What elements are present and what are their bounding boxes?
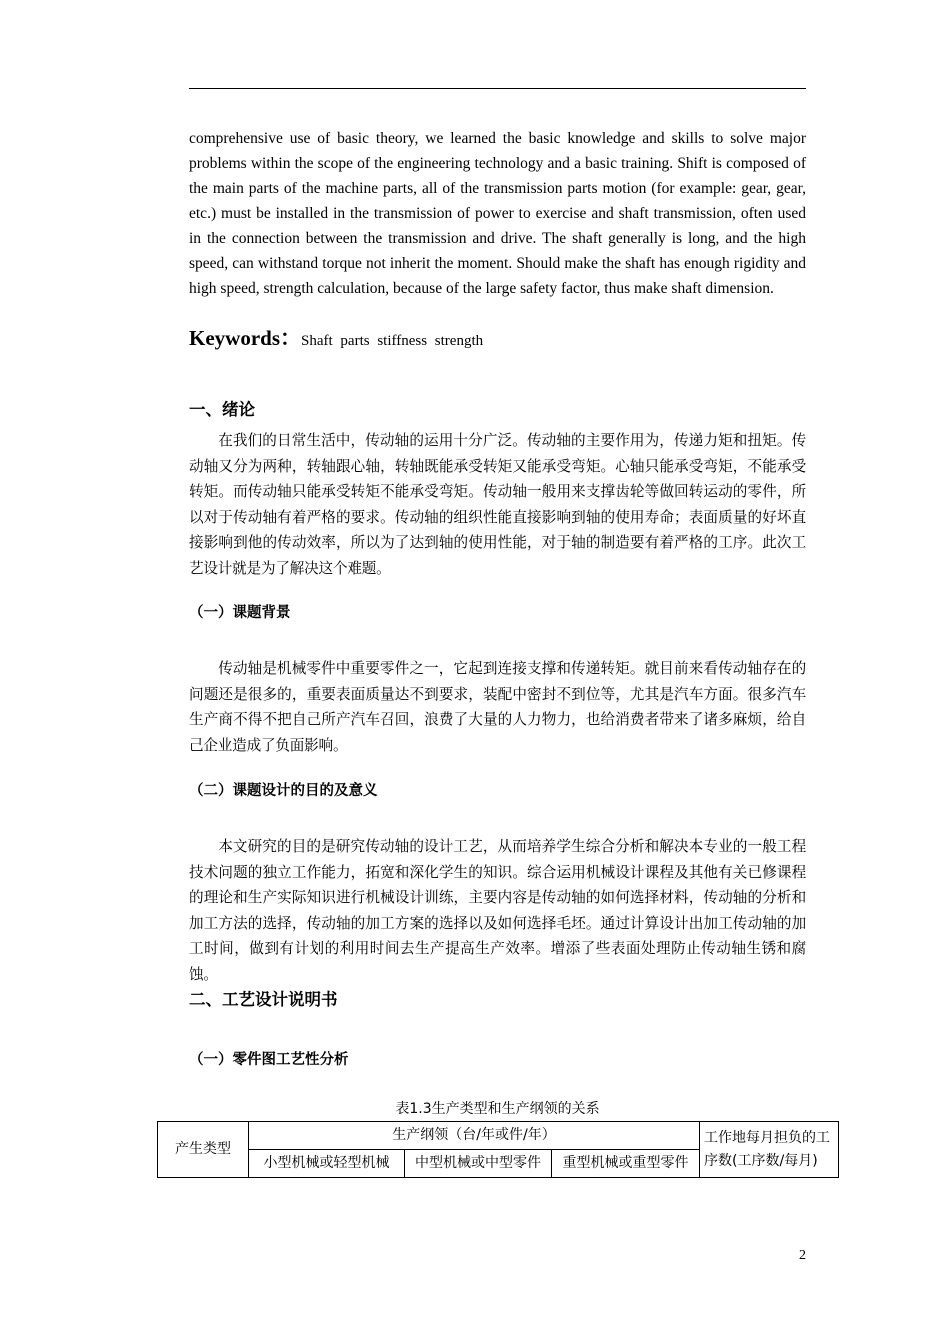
subsection-title-purpose: （二）课题设计的目的及意义	[189, 783, 378, 799]
purpose-paragraph: 本文研究的目的是研究传动轴的设计工艺，从而培养学生综合分析和解决本专业的一般工程技术问题的独立工作能力，拓宽和深化学生的知识。综合运用机械设计课程及其他有关已修课程的理论和生产实际知识进行机械设计训练，主要内容是传动轴的如何选择材料，传动轴的分析和加工方法的选择，传动轴的加工方案的选择以及如何选择毛坯。通过计算设计出加工传动轴的加工时间，做到有计划的利用时间去生产提高生产效率。增添了些表面处理防止传动轴生锈和腐蚀。	[189, 838, 806, 983]
table-caption: 表1.3生产类型和生产纲领的关系	[395, 1101, 600, 1117]
subheader-cell-heavy: 重型机械或重型零件	[552, 1150, 700, 1178]
header-cell-workload: 工作地每月担负的工序数(工序数/每月)	[700, 1122, 839, 1178]
abstract-paragraph: comprehensive use of basic theory, we learned the basic knowledge and skills to solve major problems within the scope of the engineering technology and a basic training. Shift is composed of the main parts of the machine parts, all of the transmission parts motion (for example: gear, gear, etc.) must be installed in the transmission of power to exercise and shaft transmission, often used in the connection between the transmission and drive. The shaft generally is long, and the high speed, can withstand torque not inherit the moment. Should make the shaft has enough rigidity and high speed, strength calculation, because of the large safety factor, thus make shaft dimension.	[189, 130, 806, 297]
keywords-line	[189, 322, 806, 352]
header-cell-type: 产生类型	[158, 1122, 249, 1178]
background-paragraph: 传动轴是机械零件中重要零件之一，它起到连接支撑和传递转矩。就目前来看传动轴存在的问题还是很多的，重要表面质量达不到要求，装配中密封不到位等，尤其是汽车方面。很多汽车生产商不得不把自己所产汽车召回，浪费了大量的人力物力，也给消费者带来了诸多麻烦，给自己企业造成了负面影响。	[189, 660, 806, 754]
subsection-title-background: （一）课题背景	[189, 605, 291, 621]
page-number: 2	[799, 1248, 806, 1263]
header-rule	[189, 88, 806, 89]
introduction-paragraph: 在我们的日常生活中，传动轴的运用十分广泛。传动轴的主要作用为，传递力矩和扭矩。传动轴又分为两种，转轴跟心轴，转轴既能承受转矩又能承受弯矩。心轴只能承受弯矩，不能承受转矩。而传动轴只能承受转矩不能承受弯矩。传动轴一般用来支撑齿轮等做回转运动的零件，所以对于传动轴有着严格的要求。传动轴的组织性能直接影响到轴的使用寿命；表面质量的好坏直接影响到他的传动效率，所以为了达到轴的使用性能，对于轴的制造要有着严格的工序。此次工艺设计就是为了解决这个难题。	[189, 432, 806, 577]
subheader-cell-medium: 中型机械或中型零件	[405, 1150, 552, 1178]
section-title-process-design: 二、工艺设计说明书	[189, 990, 338, 1009]
keywords-label: Keywords：	[189, 326, 301, 350]
section-title-introduction: 一、绪论	[189, 400, 255, 419]
table-header-row	[158, 1122, 839, 1150]
production-type-table	[157, 1121, 839, 1178]
subheader-cell-small: 小型机械或轻型机械	[249, 1150, 405, 1178]
subsection-title-part-analysis: （一）零件图工艺性分析	[189, 1052, 349, 1068]
keywords-text: Shaft parts stiffness strength	[301, 333, 484, 349]
header-cell-program: 生产纲领（台/年或件/年）	[249, 1122, 700, 1150]
